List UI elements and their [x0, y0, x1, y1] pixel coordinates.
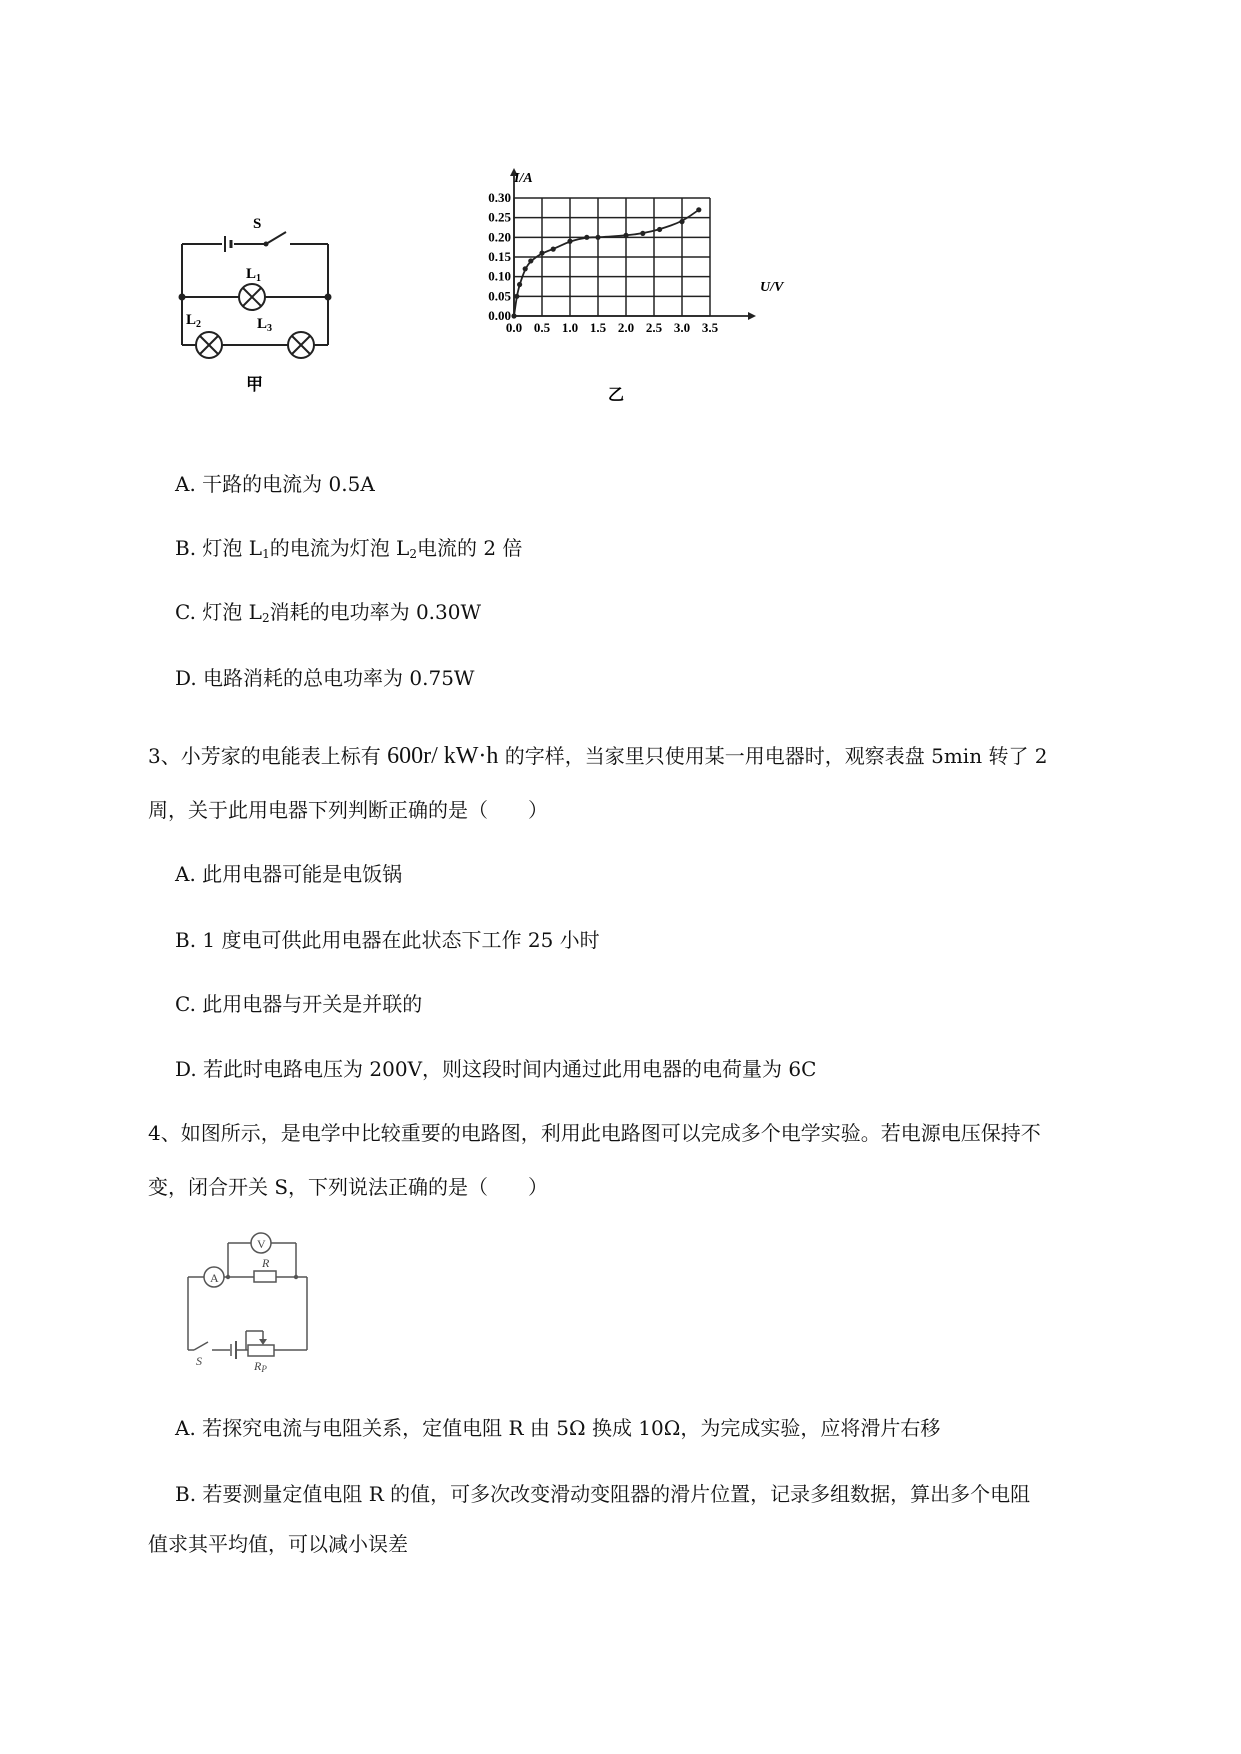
svg-text:L3: $L_3$: [257, 316, 273, 334]
y-tick-label: 0.15: [488, 249, 511, 264]
q3-option-c: C. 此用电器与开关是并联的: [175, 992, 423, 1016]
x-axis-label: U/V: [760, 280, 784, 295]
data-point: [595, 235, 600, 240]
data-point: [679, 219, 684, 224]
circuit-diagram-q4: [180, 1225, 325, 1374]
q2-option-c: C. 灯泡 $L_2$消耗的电功率为 0.30W: [175, 600, 482, 625]
chart-series: [511, 207, 701, 318]
switch-label: S: [253, 216, 262, 232]
data-point: [657, 227, 662, 232]
svg-text:L2: $L_2$: [186, 312, 202, 330]
svg-text:L1: $L_1$: [246, 266, 262, 284]
circuit-diagram-jia: [170, 210, 350, 410]
data-point: [551, 247, 556, 252]
q4-option-b-line1: B. 若要测量定值电阻 R 的值，可多次改变滑动变阻器的滑片位置，记录多组数据，算出多个电阻: [175, 1482, 1031, 1506]
svg-text:S: S: [196, 1354, 202, 1368]
x-tick-label: 3.0: [673, 320, 691, 335]
q3-stem-line1: 3、小芳家的电能表上标有 600r/ kW·h 的字样，当家里只使用某一用电器时，观察表盘 5min 转了 2: [148, 743, 1048, 769]
q2-option-a: A. 干路的电流为 0.5A: [175, 472, 375, 496]
caption-jia: 甲: [246, 375, 263, 394]
q3-stem-line2: 周，关于此用电器下列判断正确的是（ ）: [148, 798, 548, 822]
q3-option-d: D. 若此时电路电压为 200V，则这段时间内通过此用电器的电荷量为 6C: [175, 1057, 817, 1081]
x-tick-label: 3.5: [701, 320, 719, 335]
chart-axes: [510, 168, 756, 320]
iv-chart: [470, 168, 810, 408]
y-tick-label: 0.00: [488, 308, 511, 323]
q2-option-b: B. 灯泡 $L_1$的电流为灯泡 $L_2$电流的 2 倍: [175, 536, 523, 561]
y-tick-label: 0.20: [488, 229, 511, 245]
chart-grid: [514, 198, 710, 316]
x-tick-label: 0.5: [533, 320, 551, 335]
data-point: [696, 207, 701, 212]
q4-option-b-line2: 值求其平均值，可以减小误差: [148, 1532, 408, 1556]
q4-stem-line1: 4、如图所示，是电学中比较重要的电路图，利用此电路图可以完成多个电学实验。若电源电压保持不: [148, 1121, 1041, 1145]
svg-text:RP: RP: [254, 1359, 267, 1374]
data-point: [584, 235, 589, 240]
data-point: [539, 250, 544, 255]
y-tick-label: 0.25: [488, 209, 511, 225]
data-point: [567, 239, 572, 244]
data-point: [514, 294, 519, 299]
x-tick-label: 0.0: [505, 320, 523, 335]
caption-yi: 乙: [608, 387, 625, 404]
x-tick-label: 1.0: [561, 320, 579, 335]
chart-tick-labels: [488, 190, 718, 335]
data-point: [528, 258, 533, 263]
q3-option-a: A. 此用电器可能是电饭锅: [175, 862, 403, 886]
meter-constant: 600r/ kW·h: [387, 743, 499, 769]
y-tick-label: 0.30: [488, 190, 511, 205]
x-tick-label: 2.5: [645, 320, 663, 335]
data-point: [623, 233, 628, 238]
q4-option-a: A. 若探究电流与电阻关系，定值电阻 R 由 5Ω 换成 10Ω，为完成实验，应将滑片右移: [175, 1416, 941, 1440]
q4-stem-line2: 变，闭合开关 S，下列说法正确的是（ ）: [148, 1175, 549, 1199]
svg-text:A: A: [210, 1271, 219, 1285]
y-tick-label: 0.10: [488, 268, 511, 284]
x-axis-arrow: [748, 312, 756, 320]
data-point: [511, 313, 516, 318]
q2-option-d: D. 电路消耗的总电功率为 0.75W: [175, 666, 475, 690]
x-tick-label: 1.5: [589, 320, 607, 335]
y-axis-label: I/A: [514, 171, 533, 186]
data-point: [517, 282, 522, 287]
y-tick-label: 0.05: [488, 288, 511, 304]
data-point: [523, 266, 528, 271]
x-tick-label: 2.0: [617, 320, 635, 335]
svg-text:R: R: [262, 1256, 270, 1270]
svg-text:V: V: [257, 1237, 266, 1251]
data-point: [640, 231, 645, 236]
q3-option-b: B. 1 度电可供此用电器在此状态下工作 25 小时: [175, 928, 600, 952]
